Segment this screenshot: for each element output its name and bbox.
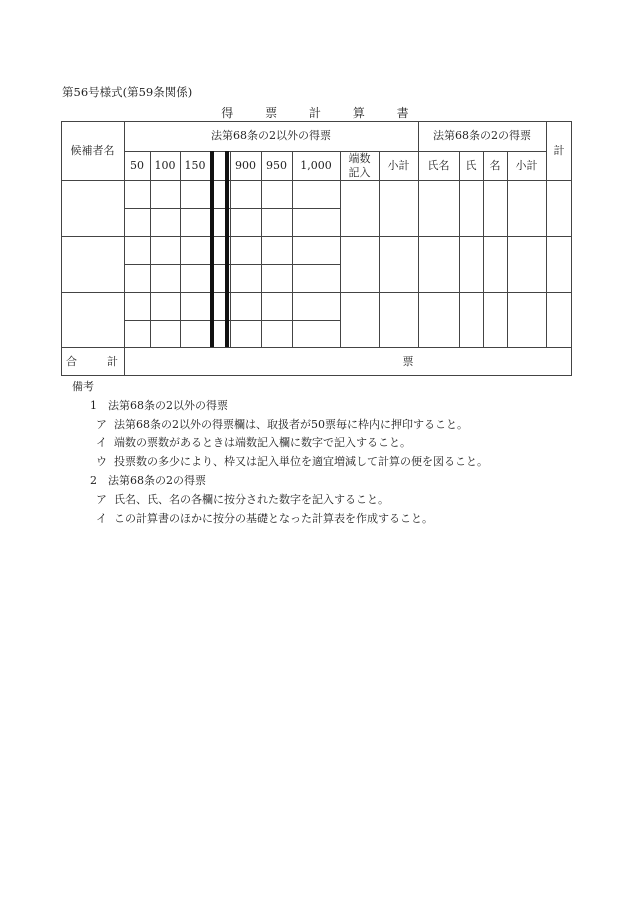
grid-line — [340, 151, 341, 347]
grid-line — [261, 151, 262, 347]
remark-item-mark: ア — [96, 417, 107, 431]
title-char: 票 — [265, 106, 278, 120]
remark-item-text: この計算書のほかに按分の基礎となった計算表を作成すること。 — [114, 511, 433, 525]
title-char: 得 — [221, 106, 234, 120]
form-number: 第56号様式(第59条関係) — [62, 85, 193, 99]
title-char: 算 — [352, 106, 365, 120]
grid-line — [483, 151, 484, 347]
remark-item — [62, 416, 488, 435]
total-header: 計 — [553, 143, 565, 157]
remark-item-text: 法第68条の2以外の得票欄は、取扱者が50票毎に枠内に押印すること。 — [114, 417, 468, 431]
grid-line — [124, 264, 340, 265]
unit-header-50: 50 — [130, 158, 144, 172]
remark-section — [62, 397, 488, 416]
grand-total-label — [61, 347, 124, 376]
grid-line — [150, 151, 151, 347]
grid-line — [507, 151, 508, 347]
unit-header-1000: 1,000 — [300, 158, 332, 172]
fraction-header-line: 記入 — [348, 165, 371, 179]
column-break-bar — [225, 151, 229, 347]
remark-section-number: 2 — [90, 473, 97, 487]
remark-item-text: 投票数の多少により、枠又は記入単位を適宜増減して計算の便を図ること。 — [114, 455, 488, 469]
grid-line — [124, 320, 340, 321]
remark-item-mark: イ — [96, 436, 107, 450]
remark-item-text: 端数の票数があるときは端数記入欄に数字で記入すること。 — [114, 436, 411, 450]
article-68-2-header: 法第68条の2の得票 — [433, 129, 531, 143]
given-name-header: 名 — [489, 158, 501, 172]
remark-item-mark: ウ — [96, 455, 107, 469]
grand-total-votes: 票 — [402, 354, 414, 368]
remark-item-mark: イ — [96, 511, 107, 525]
vote-calculation-table — [61, 121, 572, 376]
unit-header-150: 150 — [184, 158, 206, 172]
grid-line — [379, 151, 380, 347]
non-article-68-2-header: 法第68条の2以外の得票 — [211, 129, 331, 143]
grid-line — [61, 180, 572, 181]
unit-header-100: 100 — [154, 158, 176, 172]
document-title — [0, 104, 630, 121]
title-char: 書 — [396, 106, 409, 120]
title-char: 計 — [308, 106, 321, 120]
candidate-name-header: 候補者名 — [70, 143, 115, 157]
grand-total-label-char: 合 — [66, 354, 77, 368]
column-break-bar — [210, 151, 214, 347]
grid-line — [61, 292, 572, 293]
remark-item-mark: ア — [96, 492, 107, 506]
remarks-heading: 備考 — [72, 380, 94, 393]
remark-section-title: 法第68条の2以外の得票 — [108, 398, 228, 412]
subtotal-header-2: 小計 — [515, 158, 538, 172]
remark-item — [62, 453, 488, 472]
fraction-header-line: 端数 — [348, 151, 371, 165]
full-name-header: 氏名 — [427, 158, 450, 172]
remark-item-text: 氏名、氏、名の各欄に按分された数字を記入すること。 — [114, 492, 389, 506]
remark-section-title: 法第68条の2の得票 — [108, 473, 206, 487]
surname-header: 氏 — [465, 158, 477, 172]
remark-section-number: 1 — [90, 398, 97, 412]
remarks — [62, 378, 488, 528]
grand-total-label-char: 計 — [107, 354, 118, 368]
grid-line — [124, 208, 340, 209]
remark-section — [62, 472, 488, 491]
grid-line — [292, 151, 293, 347]
remark-item — [62, 434, 488, 453]
remark-item — [62, 510, 488, 529]
fraction-entry-header — [340, 151, 379, 180]
remark-item — [62, 491, 488, 510]
subtotal-header-1: 小計 — [387, 158, 410, 172]
unit-header-900: 900 — [235, 158, 256, 172]
grid-line — [230, 151, 231, 347]
grid-line — [61, 236, 572, 237]
unit-header-950: 950 — [266, 158, 287, 172]
grid-line — [180, 151, 181, 347]
grid-line — [459, 151, 460, 347]
